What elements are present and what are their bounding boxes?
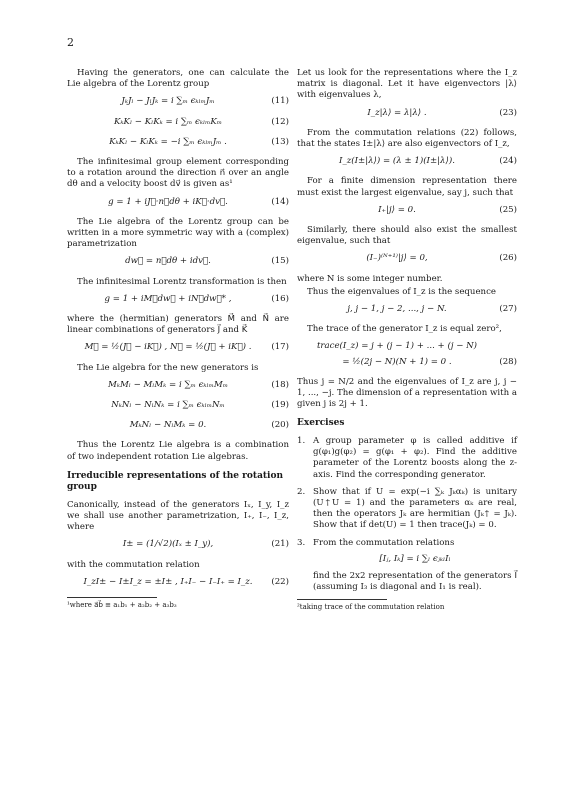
paragraph: For a finite dimension representation there must exist the largest eigenvalue, say j, such that <box>297 176 517 198</box>
equation-12: KₖKₗ − KₗKₖ = i ∑ₘ ϵₖₗₘKₘ (12) <box>113 116 289 127</box>
footnote-2: ²taking trace of the commutation relation <box>297 603 445 612</box>
exercise-text: Show that if U = exp(−i ∑ₖ Jₖαₖ) is unitary (U†U = 1) and the parameters αₖ are real, then the operators Jₖ are hermitian (Jₖ† = Jₖ). Show that if det(U) = 1 then trace(Jₖ) = 0. <box>313 486 517 531</box>
paragraph: Thus j = N/2 and the eigenvalues of I_z are j, j − 1, ..., −j. The dimension of a representation with a given j is 2j + 1. <box>297 376 517 410</box>
equation-11: JₖJₗ − JₗJₖ = i ∑ₘ ϵₖₗₘJₘ (11) <box>121 96 289 107</box>
section-heading: Exercises <box>297 418 345 429</box>
equation-23: I_z|λ⟩ = λ|λ⟩ . (23) <box>367 107 517 118</box>
equation-13: KₖKₗ − KₗKₖ = −i ∑ₘ ϵₖₗₘJₘ . (13) <box>109 136 289 147</box>
exercise-text: From the commutation relations <box>313 537 455 548</box>
list-item <box>297 487 517 532</box>
list-item <box>297 538 517 594</box>
paragraph: From the commutation relations (22) follows, that the states I±|λ⟩ are also eigenvectors of I_z, <box>297 127 517 150</box>
equation-18: MₖMₗ − MₗMₖ = i ∑ₘ ϵₖₗₘMₘ (18) <box>108 379 289 390</box>
equation-16: g = 1 + iM⃗dw⃗ + iN⃗dw⃗* , (16) <box>104 293 289 304</box>
equation-24: I_z(I±|λ⟩) = (λ ± 1)(I±|λ⟩). (24) <box>339 156 517 167</box>
equation-22: I_zI± − I±I_z = ±I± , I₊I₋ − I₋I₊ = I_z. (22) <box>83 576 289 587</box>
paragraph: Thus the Lorentz Lie algebra is a combination of two independent rotation Lie algebras. <box>67 440 289 462</box>
paragraph: Let us look for the representations where the I_z matrix is diagonal. Let it have eigenvectors |λ⟩ with eigenvalues λ, <box>297 68 517 101</box>
exercise-text: find the 2x2 representation of the generators I⃗ (assuming I₃ is diagonal and I₁ is real). <box>313 571 517 593</box>
exercise-equation: [Iⱼ, Iₖ] = i ∑ₗ ϵⱼₖₗIₗ <box>379 553 451 564</box>
equation-17: M⃗ = ½(J⃗ − iK⃗) , N⃗ = ½(J⃗ + iK⃗) . (17) <box>84 342 289 353</box>
exercise-body <box>313 538 517 594</box>
paragraph: The Lie algebra for the new generators is <box>77 362 259 373</box>
equation-28b: = ½(2j − N)(N + 1) = 0 . (28) <box>342 356 517 367</box>
paragraph: where the (hermitian) generators M⃗ and N⃗ are linear combinations of generators J⃗ and K⃗ <box>67 314 289 336</box>
paragraph: Canonically, instead of the generators Iₓ, I_y, I_z we shall use another parametrization, I₊, I₋, I_z, where <box>67 499 289 533</box>
paragraph: The trace of the generator I_z is equal zero², <box>307 324 502 335</box>
equation-20: MₖNₗ − NₗMₖ = 0. (20) <box>129 420 289 431</box>
footnote-divider <box>67 597 157 598</box>
page-number: 2 <box>67 36 74 49</box>
exercise-number: 3. <box>297 537 306 548</box>
footnote-divider <box>297 599 387 600</box>
right-column <box>297 68 517 612</box>
equation-26: (I₋)⁽ᴺ⁺¹⁾|j⟩ = 0, (26) <box>366 253 517 264</box>
exercise-number: 2. <box>297 486 306 497</box>
paragraph: The infinitesimal Lorentz transformation is then <box>77 276 287 287</box>
exercise-text: A group parameter φ is called additive if g(φ₁)g(φ₂) = g(φ₁ + φ₂). Find the additive parameter of the Lorentz boosts along the z-axis. Find the corresponding generator. <box>313 435 517 480</box>
section-heading: Irreducible representations of the rotation group <box>67 470 284 493</box>
paragraph: Thus the eigenvalues of I_z is the sequence <box>307 286 496 297</box>
equation-27: j, j − 1, j − 2, ..., j − N. (27) <box>347 304 517 315</box>
paragraph: with the commutation relation <box>67 559 200 570</box>
equation-25: I₊|j⟩ = 0. (25) <box>378 204 517 215</box>
equation-19: NₖNₗ − NₗNₖ = i ∑ₘ ϵₖₗₘNₘ (19) <box>111 400 289 411</box>
equation-15: dw⃗ = n⃗dθ + idv⃗. (15) <box>125 256 289 267</box>
paragraph: Similarly, there should also exist the smallest eigenvalue, such that <box>297 225 517 247</box>
paragraph: where N is some integer number. <box>297 273 443 284</box>
equation-28a: trace(I_z) = j + (j − 1) + ... + (j − N) <box>316 341 478 352</box>
paragraph: Having the generators, one can calculate the Lie algebra of the Lorentz group <box>67 68 289 90</box>
paragraph: The infinitesimal group element corresponding to a rotation around the direction n⃗ over an angle dθ and a velocity boost dv⃗ is given as¹ <box>67 157 289 190</box>
left-column <box>67 68 289 610</box>
equation-14: g = 1 + iJ⃗·n⃗dθ + iK⃗·dv⃗. (14) <box>108 196 289 207</box>
exercise-number: 1. <box>297 435 306 446</box>
equation-21: I± = (1/√2)(Iₓ ± I_y), (21) <box>122 539 289 550</box>
footnote-1: ¹where a⃗b⃗ ≡ a₁b₁ + a₂b₂ + a₃b₃ <box>67 601 177 610</box>
list-item <box>297 436 517 481</box>
exercise-list <box>297 436 517 593</box>
paragraph: The Lie algebra of the Lorentz group can be written in a more symmetric way with a (complex) parametrization <box>67 216 289 250</box>
